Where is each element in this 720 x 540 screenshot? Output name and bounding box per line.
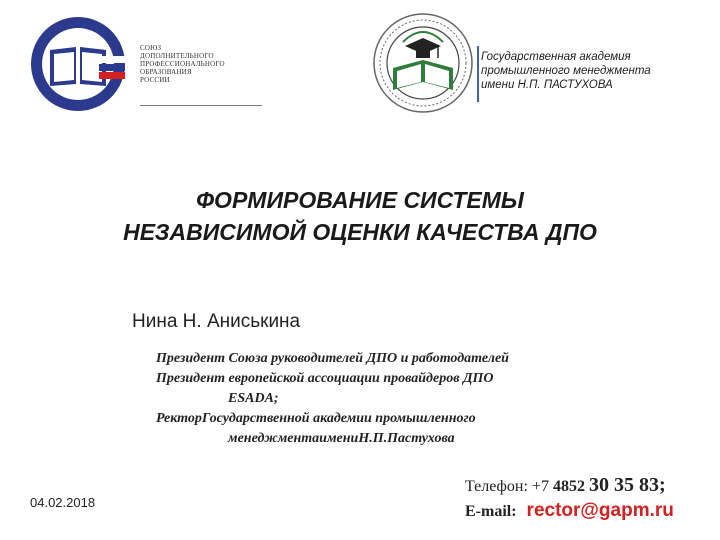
phone-number: 30 35 83; (588, 474, 666, 496)
slide-title-line: НЕЗАВИСИМОЙ ОЦЕНКИ КАЧЕСТВА ДПО (123, 219, 597, 245)
phone-row (465, 474, 674, 500)
email-label: E-mail: (465, 503, 517, 520)
academy-name-line: промышленного менеджмента (481, 65, 651, 77)
phone-label: Телефон: +7 (465, 478, 549, 495)
email-row (465, 500, 674, 526)
slide-title-line: ФОРМИРОВАНИЕ СИСТЕМЫ (196, 187, 524, 213)
role-line: ESADA; (228, 391, 279, 406)
union-name-line: ДОПОЛНИТЕЛЬНОГО (140, 52, 214, 60)
union-name-line: СОЮЗ (140, 44, 162, 52)
academy-emblem-icon (372, 12, 474, 114)
role-line: РекторГосударственной академии промышленного (156, 411, 476, 426)
union-name-line: ПРОФЕССИОНАЛЬНОГО (140, 60, 225, 68)
author-roles (156, 349, 716, 449)
academy-name-line: Государственная академия (481, 51, 631, 63)
union-name-line: РОССИИ (140, 76, 170, 84)
slide-title (0, 184, 720, 248)
contacts-block (465, 474, 674, 526)
logo-divider (140, 105, 262, 106)
academy-name (481, 50, 711, 92)
phone-code: 4852 (552, 478, 585, 495)
role-line: Президент европейской ассоциации провайдеров ДПО (156, 371, 494, 386)
author-name: Нина Н. Аниськина (132, 311, 301, 332)
email-link[interactable]: rector@gapm.ru (526, 500, 674, 521)
slide-date: 04.02.2018 (30, 495, 96, 510)
union-name-line: ОБРАЗОВАНИЯ (140, 68, 192, 76)
union-name (140, 44, 250, 84)
academy-name-line: имени Н.П. ПАСТУХОВА (481, 79, 613, 91)
union-logo (28, 14, 238, 114)
book-logo-icon (28, 14, 128, 114)
academy-accent-bar (477, 46, 479, 102)
role-line: менеджментаимениН.П.Пастухова (228, 431, 455, 446)
role-line: Президент Союза руководителей ДПО и работодателей (156, 351, 509, 366)
